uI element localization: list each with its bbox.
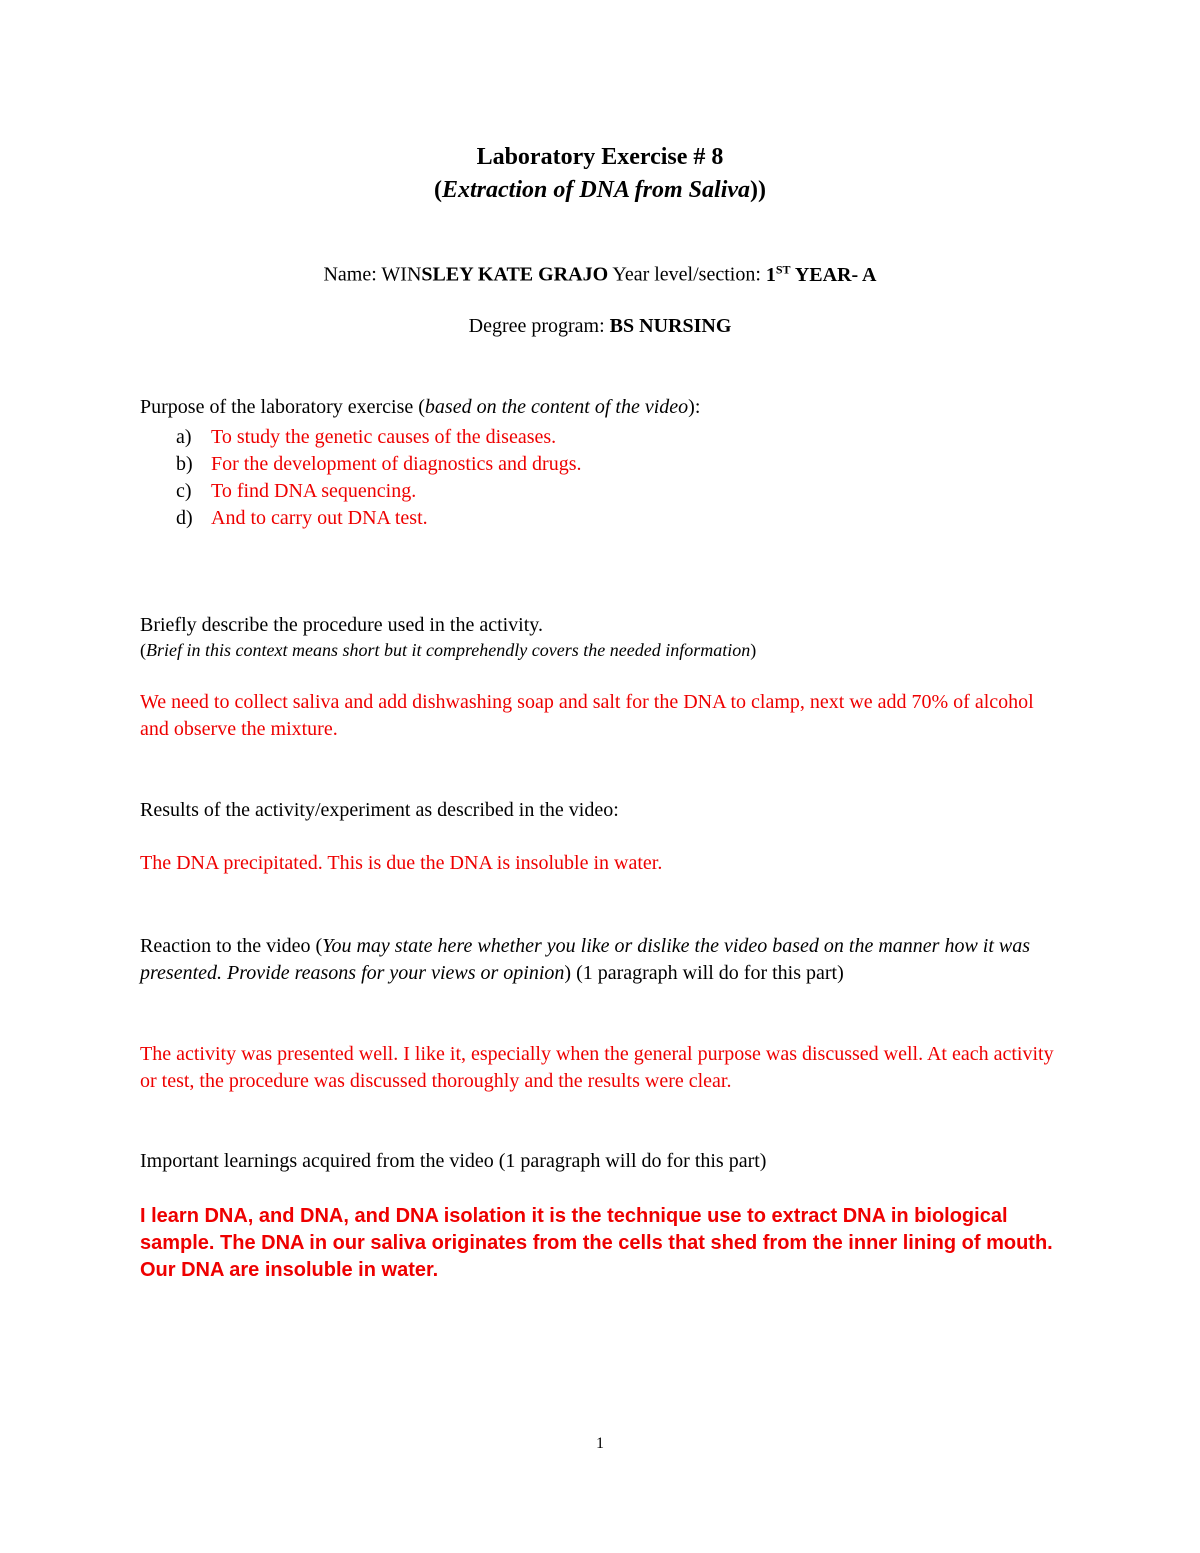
procedure-label: Briefly describe the procedure used in the activity. [140, 614, 543, 636]
year-label: Year level/section: [608, 263, 766, 286]
subtitle-open: ( [433, 177, 442, 203]
year-value [766, 264, 877, 286]
learnings-answer: I learn DNA, and DNA, and DNA isolation it is the technique use to extract DNA in biological sample. The DNA in our saliva originates from the cells that shed from the inner lining of mouth. Our DNA are insoluble in water. [140, 1205, 1053, 1281]
list-text: To study the genetic causes of the diseases. [211, 426, 557, 448]
procedure-note-close: ) [750, 640, 757, 660]
procedure-note [140, 640, 756, 661]
list-item [176, 478, 582, 505]
purpose-list [176, 424, 582, 532]
list-item [176, 424, 582, 451]
year-superscript: ST [775, 262, 791, 276]
student-info-line [0, 262, 1200, 287]
subtitle-italic: Extraction of DNA from Saliva [441, 177, 751, 203]
learnings-label: Important learnings acquired from the video (1 paragraph will do for this part) [140, 1150, 767, 1172]
reaction-answer: The activity was presented well. I like it, especially when the general purpose was discussed well. At each activity or test, the procedure was discussed thoroughly and the results were clear. [140, 1043, 1054, 1092]
year-section: YEAR- A [790, 263, 877, 286]
purpose-label-prefix: Purpose of the laboratory exercise ( [140, 396, 425, 418]
list-item [176, 505, 582, 532]
list-letter: c) [176, 480, 192, 502]
reaction-label [140, 933, 1060, 987]
results-answer: The DNA precipitated. This is due the DNA is insoluble in water. [140, 852, 663, 874]
procedure-note-italic: Brief in this context means short but it comprehendly covers the needed information [146, 640, 751, 660]
results-label: Results of the activity/experiment as described in the video: [140, 799, 619, 821]
list-letter: d) [176, 507, 193, 529]
name-value: SLEY KATE GRAJO [421, 263, 609, 286]
degree-value: BS NURSING [609, 315, 732, 337]
list-text: And to carry out DNA test. [211, 507, 428, 529]
name-label: Name: WIN [323, 263, 422, 286]
reaction-label-suffix: ) (1 paragraph will do for this part) [564, 962, 844, 984]
list-item [176, 451, 582, 478]
list-letter: a) [176, 426, 192, 448]
list-text: To find DNA sequencing. [211, 480, 417, 502]
purpose-label [140, 396, 700, 419]
purpose-label-suffix: ): [688, 396, 701, 418]
page-subtitle [0, 177, 1200, 204]
reaction-label-italic: You may state here whether you like or dislike the video based on the manner how it was presented. Provide reasons for your views or opinion [140, 935, 1031, 984]
year-number: 1 [765, 263, 776, 286]
purpose-label-italic: based on the content of the video [424, 396, 689, 418]
page-title: Laboratory Exercise # 8 [476, 144, 724, 170]
page-number: 1 [596, 1435, 604, 1452]
list-letter: b) [176, 453, 193, 475]
reaction-label-prefix: Reaction to the video ( [140, 935, 323, 957]
procedure-answer: We need to collect saliva and add dishwashing soap and salt for the DNA to clamp, next we add 70% of alcohol and observe the mixture. [140, 691, 1034, 740]
degree-line [0, 315, 1200, 338]
subtitle-close: )) [750, 177, 766, 203]
list-text: For the development of diagnostics and drugs. [211, 453, 582, 475]
procedure-note-open: ( [140, 640, 146, 660]
degree-label: Degree program: [468, 315, 610, 337]
